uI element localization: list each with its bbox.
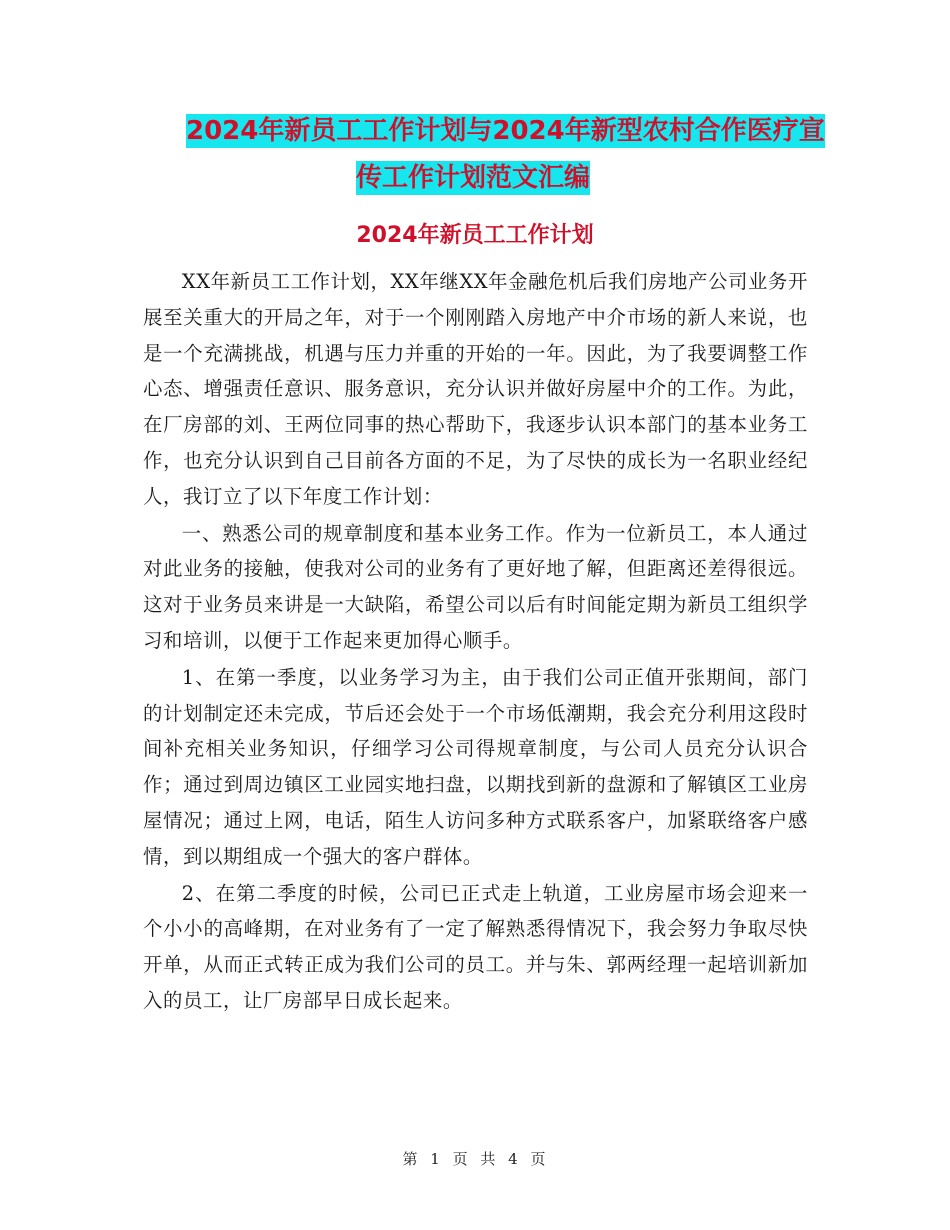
document-title-line-2: 传工作计划范文汇编	[356, 163, 591, 193]
document-title-line-1: 2024年新员工工作计划与2024年新型农村合作医疗宣	[186, 116, 825, 146]
document-body	[143, 264, 808, 1020]
paragraph-1: XX年新员工工作计划，XX年继XX年金融危机后我们房地产公司业务开展至关重大的开局之年，对于一个刚刚踏入房地产中介市场的新人来说，也是一个充满挑战，机遇与压力并重的开始的一年。因此，为了我要调整工作心态、增强责任意识、服务意识，充分认识并做好房屋中介的工作。为此，在厂房部的刘、王两位同事的热心帮助下，我逐步认识本部门的基本业务工作，也充分认识到自己目前各方面的不足，为了尽快的成长为一名职业经纪人，我订立了以下年度工作计划：	[143, 270, 808, 508]
section-title: 2024年新员工工作计划	[356, 223, 594, 248]
paragraph-2: 一、熟悉公司的规章制度和基本业务工作。作为一位新员工，本人通过对此业务的接触，使我对公司的业务有了更好地了解，但距离还差得很远。这对于业务员来讲是一大缺陷，希望公司以后有时间能定期为新员工组织学习和培训，以便于工作起来更加得心顺手。	[143, 521, 808, 652]
document-title	[150, 108, 850, 202]
paragraph-4: 2、在第二季度的时候，公司已正式走上轨道，工业房屋市场会迎来一个小小的高峰期，在对业务有了一定了解熟悉得情况下，我会努力争取尽快开单，从而正式转正成为我们公司的员工。并与朱、郭两经理一起培训新加入的员工，让厂房部早日成长起来。	[143, 881, 808, 1012]
paragraph-3: 1、在第一季度，以业务学习为主，由于我们公司正值开张期间，部门的计划制定还未完成，节后还会处于一个市场低潮期，我会充分利用这段时间补充相关业务知识，仔细学习公司得规章制度，与公司人员充分认识合作；通过到周边镇区工业园实地扫盘，以期找到新的盘源和了解镇区工业房屋情况；通过上网，电话，陌生人访问多种方式联系客户，加紧联络客户感情，到以期组成一个强大的客户群体。	[143, 665, 808, 868]
page-number-footer: 第 1 页 共 4 页	[402, 1150, 548, 1168]
